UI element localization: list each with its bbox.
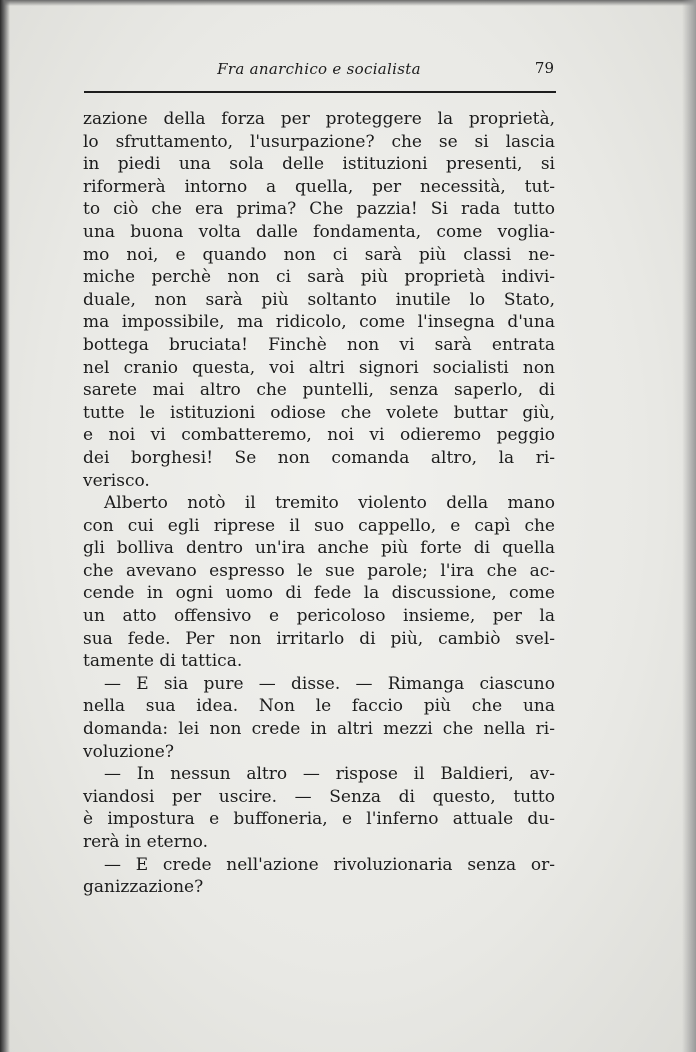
text-line: che avevano espresso le sue parole; l'ira che ac- [83, 560, 555, 581]
text-line: verisco. [83, 470, 150, 491]
text-line: ganizzazione? [83, 877, 204, 898]
text-line: e noi vi combatteremo, noi vi odieremo peggio [83, 425, 555, 446]
text-line: gli bolliva dentro un'ira anche più forte di quella [83, 538, 555, 559]
text-line: bottega bruciata! Finchè non vi sarà entrata [83, 334, 555, 355]
text-line: rerà in eterno. [83, 832, 209, 852]
text-line: riformerà intorno a quella, per necessità, tut- [83, 176, 555, 197]
text-line: in piedi una sola delle istituzioni presenti, si [83, 154, 555, 175]
text-line: voluzione? [83, 741, 174, 762]
text-line: tamente di tattica. [83, 651, 243, 672]
body-text [83, 108, 555, 899]
text-line: nel cranio questa, voi altri signori socialisti non [83, 357, 555, 378]
text-line: un atto offensivo e pericoloso insieme, per la [83, 606, 555, 627]
running-title: Fra anarchico e socialista [217, 60, 421, 78]
text-line: una buona volta dalle fondamenta, come voglia- [83, 221, 555, 242]
text-line: nella sua idea. Non le faccio più che una [83, 696, 555, 717]
text-line: lo sfruttamento, l'usurpazione? che se si lascia [83, 131, 555, 152]
text-line: è impostura e buffoneria, e l'inferno attuale du- [83, 809, 555, 830]
page-right-shadow [682, 0, 696, 1052]
text-line: sarete mai altro che puntelli, senza saperlo, di [83, 380, 555, 401]
text-line: sua fede. Per non irritarlo di più, cambiò svel- [83, 628, 555, 649]
text-line: Alberto notò il tremito violento della mano [104, 493, 555, 514]
text-line: to ciò che era prima? Che pazzia! Si rada tutto [83, 199, 555, 220]
text-line: dei borghesi! Se non comanda altro, la ri- [83, 447, 555, 468]
page-binding-shadow [0, 0, 10, 1052]
text-line: zazione della forza per proteggere la proprietà, [83, 109, 555, 129]
text-line: viandosi per uscire. — Senza di questo, tutto [83, 786, 555, 807]
text-line: miche perchè non ci sarà più proprietà indivi- [83, 267, 555, 288]
header-rule [84, 91, 556, 93]
page-top-shadow [0, 0, 696, 6]
text-line: domanda: lei non crede in altri mezzi che nella ri- [83, 719, 555, 740]
page-number: 79 [534, 59, 554, 77]
text-line: tutte le istituzioni odiose che volete buttar giù, [83, 402, 555, 423]
page-header [84, 58, 554, 84]
text-line: con cui egli riprese il suo cappello, e capì che [83, 515, 555, 536]
text-line: duale, non sarà più soltanto inutile lo Stato, [83, 289, 555, 310]
text-line: cende in ogni uomo di fede la discussione, come [83, 583, 555, 604]
text-line: — In nessun altro — rispose il Baldieri, av- [104, 764, 555, 785]
text-line: mo noi, e quando non ci sarà più classi ne- [83, 244, 555, 265]
text-line: — E sia pure — disse. — Rimanga ciascuno [104, 673, 555, 694]
text-line: — E crede nell'azione rivoluzionaria senza or- [104, 854, 555, 875]
text-line: ma impossibile, ma ridicolo, come l'insegna d'una [83, 312, 555, 333]
